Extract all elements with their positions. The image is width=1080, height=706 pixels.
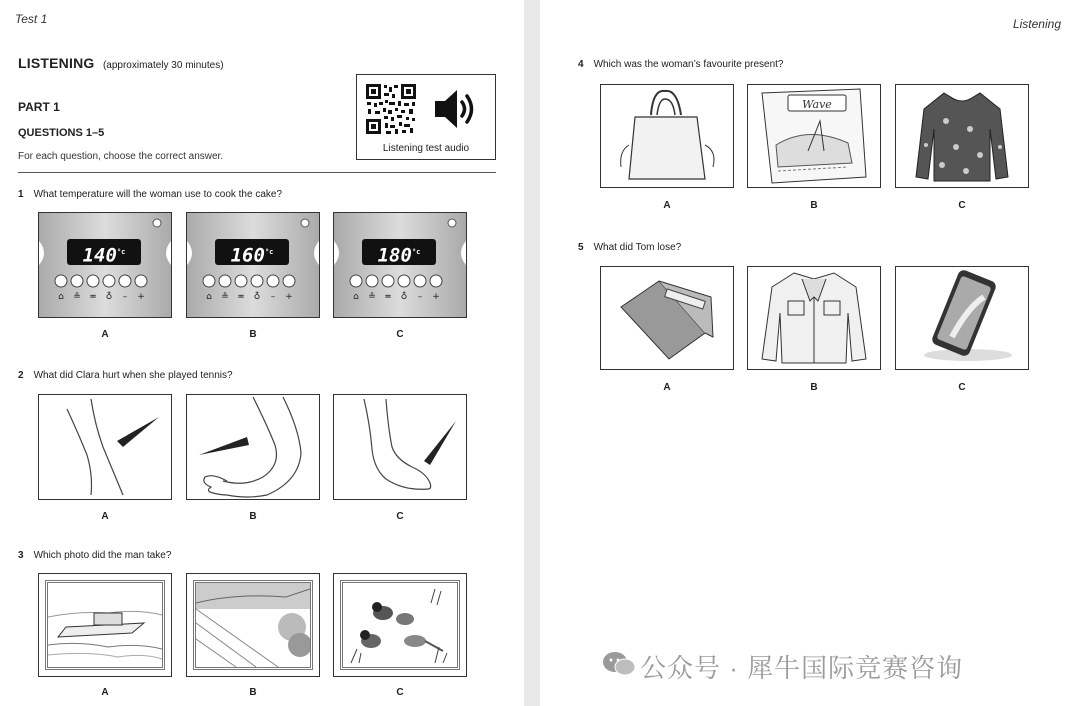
divider [18, 172, 496, 173]
option-label-b: B [249, 511, 257, 522]
part-title: PART 1 [18, 100, 60, 114]
option-2c-foot-image[interactable] [333, 394, 467, 500]
option-label-c: C [396, 687, 404, 698]
svg-text:♁: ♁ [400, 292, 408, 302]
speaker-icon[interactable] [433, 87, 481, 131]
right-page [540, 0, 1080, 706]
question-5 [578, 242, 681, 253]
audio-caption: Listening test audio [382, 143, 470, 154]
question-number: 1 [18, 189, 24, 200]
svg-text:≖: ≖ [384, 292, 392, 302]
section-duration: (approximately 30 minutes) [102, 60, 224, 71]
option-label-a: A [663, 200, 671, 211]
option-label-b: B [810, 200, 818, 211]
qr-code-icon[interactable] [365, 83, 417, 135]
option-2b-elbow-image[interactable] [186, 394, 320, 500]
svg-text:–: – [270, 292, 276, 302]
svg-text:⌂: ⌂ [206, 292, 212, 302]
running-head: Test 1 [15, 12, 48, 26]
question-2 [18, 370, 233, 381]
option-label-c: C [396, 329, 404, 340]
svg-text:+: + [432, 292, 440, 302]
option-label-b: B [249, 329, 257, 340]
watermark-text: 公众号 · 犀牛国际竞赛咨询 [640, 653, 964, 683]
oven-display: $160^{^\circ c}$ [215, 239, 289, 265]
question-number: 3 [18, 550, 24, 561]
svg-text:+: + [137, 292, 145, 302]
option-label-a: A [101, 511, 109, 522]
oven-display: $140^{^\circ c}$ [67, 239, 141, 265]
question-4 [578, 59, 783, 70]
svg-text:♁: ♁ [253, 292, 261, 302]
option-4a-handbag-image[interactable] [600, 84, 734, 188]
svg-text:+: + [285, 292, 293, 302]
instruction: For each question, choose the correct answer. [18, 151, 224, 162]
option-label-a: A [101, 329, 109, 340]
option-label-a: A [101, 687, 109, 698]
questions-range: QUESTIONS 1–5 [18, 127, 105, 139]
option-label-c: C [958, 200, 966, 211]
question-number: 5 [578, 242, 584, 253]
option-label-a: A [663, 382, 671, 393]
option-3a-boat-photo[interactable] [38, 573, 172, 677]
question-text: What did Tom lose? [593, 242, 682, 253]
oven-display: $180^{^\circ c}$ [362, 239, 436, 265]
option-label-b: B [249, 687, 257, 698]
question-3 [18, 550, 171, 561]
svg-text:⌂: ⌂ [58, 292, 64, 302]
question-text: Which was the woman’s favourite present? [593, 59, 784, 70]
left-page [0, 0, 524, 706]
option-5b-jacket-image[interactable] [747, 266, 881, 370]
option-label-b: B [810, 382, 818, 393]
option-5a-wallet-image[interactable] [600, 266, 734, 370]
section-title: LISTENING [18, 55, 95, 71]
option-1c-oven-image[interactable] [333, 212, 467, 318]
wechat-logo-icon [602, 650, 636, 678]
option-3b-stadium-photo[interactable] [186, 573, 320, 677]
svg-text:≗: ≗ [73, 292, 81, 302]
section-heading [18, 55, 224, 73]
option-3c-birds-photo[interactable] [333, 573, 467, 677]
option-1a-oven-image[interactable] [38, 212, 172, 318]
option-label-c: C [958, 382, 966, 393]
question-number: 2 [18, 370, 24, 381]
running-head: Listening [1012, 17, 1061, 31]
svg-text:–: – [417, 292, 423, 302]
svg-text:≗: ≗ [221, 292, 229, 302]
question-number: 4 [578, 59, 584, 70]
option-2a-leg-image[interactable] [38, 394, 172, 500]
svg-text:–: – [122, 292, 128, 302]
question-text: What did Clara hurt when she played tennis? [33, 370, 233, 381]
svg-text:≖: ≖ [89, 292, 97, 302]
svg-text:♁: ♁ [105, 292, 113, 302]
svg-text:≖: ≖ [237, 292, 245, 302]
audio-box[interactable] [356, 74, 496, 160]
option-5c-phone-image[interactable] [895, 266, 1029, 370]
question-text: What temperature will the woman use to cook the cake? [33, 189, 283, 200]
option-1b-oven-image[interactable] [186, 212, 320, 318]
svg-text:⌂: ⌂ [353, 292, 359, 302]
option-4b-magazine-image[interactable] [747, 84, 881, 188]
option-label-c: C [396, 511, 404, 522]
svg-text:≗: ≗ [368, 292, 376, 302]
option-4c-sweater-image[interactable] [895, 84, 1029, 188]
question-text: Which photo did the man take? [33, 550, 172, 561]
question-1 [18, 189, 282, 200]
svg-text:Wave: Wave [802, 98, 832, 111]
